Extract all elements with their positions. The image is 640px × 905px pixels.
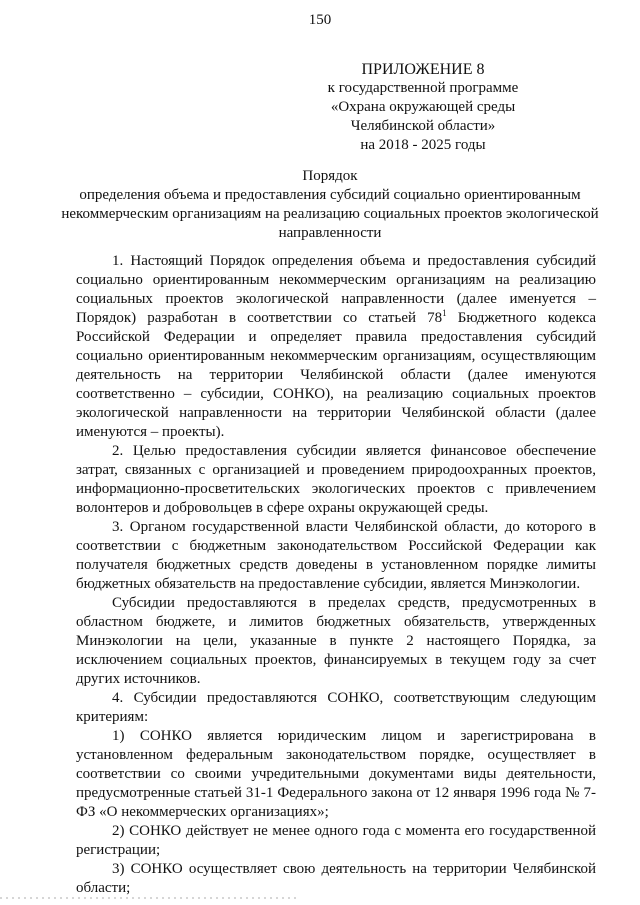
page-number: 150 bbox=[308, 12, 332, 28]
scan-artifact bbox=[0, 897, 300, 899]
document-title bbox=[60, 167, 600, 243]
appendix-line: к государственной программе bbox=[327, 80, 519, 96]
paragraph-4: 4. Субсидии предоставляются СОНКО, соответствующим следующим критериям: bbox=[76, 690, 596, 725]
paragraph-3: 3. Органом государственной власти Челябинской области, до которого в соответствии с бюджетным законодательством Российской Федерации как получателя бюджетных средств доведены в установленном порядке лимиты бюджетных обязательств на предоставление субсидии, является Минэкологии. bbox=[76, 519, 596, 592]
superscript: 1 bbox=[442, 308, 447, 318]
criterion-2: 2) СОНКО действует не менее одного года с момента его государственной регистрации; bbox=[76, 823, 596, 858]
paragraph-3b: Субсидии предоставляются в пределах средств, предусмотренных в областном бюджете, и лимитов бюджетных обязательств, утвержденных Минэкологии на цели, указанные в пункте 2 настоящего Порядка, за исключением социальных проектов, финансируемых в текущем году за счет других источников. bbox=[76, 595, 596, 687]
appendix-heading: ПРИЛОЖЕНИЕ 8 bbox=[361, 61, 485, 78]
appendix-block bbox=[298, 60, 548, 155]
paragraph-1-part-b: Бюджетного кодекса Российской Федерации и определяет правила предоставления субсидий социально ориентированным некоммерческим организациям, осуществляющим деятельность на территории Челябинской области (далее именуются соответственно – субсидии, СОНКО), на реализацию социальных проектов экологической направленности на территории Челябинской области (далее именуются – проекты). bbox=[76, 310, 596, 440]
paragraph-2: 2. Целью предоставления субсидии является финансовое обеспечение затрат, связанных с организацией и проведением природоохранных проектов, информационно-просветительских экологических проектов с привлечением волонтеров и добровольцев в сфере охраны окружающей среды. bbox=[76, 443, 596, 516]
title-line2: определения объема и предоставления субсидий социально ориентированным некоммерческим организациям на реализацию социальных проектов экологической направленности bbox=[61, 187, 599, 241]
criterion-1: 1) СОНКО является юридическим лицом и зарегистрирована в установленном федеральным законодательством порядке, осуществляет в соответствии со своими учредительными документами виды деятельности, предусмотренные статьей 31-1 Федерального закона от 12 января 1996 года № 7-ФЗ «О некоммерческих организациях»; bbox=[76, 728, 596, 820]
criterion-3: 3) СОНКО осуществляет свою деятельность на территории Челябинской области; bbox=[76, 861, 596, 896]
title-line1: Порядок bbox=[302, 168, 358, 184]
appendix-line: на 2018 - 2025 годы bbox=[360, 137, 486, 153]
document-body bbox=[76, 252, 596, 898]
paragraph-1-part-a: 1. Настоящий Порядок определения объема и предоставления субсидий социально ориентированным некоммерческим организациям на реализацию социальных проектов экологической направленности (далее именуется – Порядок) разработан в соответствии со статьей 78 bbox=[76, 253, 596, 326]
appendix-line: Челябинской области» bbox=[350, 118, 496, 134]
paragraph-1 bbox=[76, 252, 596, 442]
appendix-line: «Охрана окружающей среды bbox=[330, 99, 516, 115]
